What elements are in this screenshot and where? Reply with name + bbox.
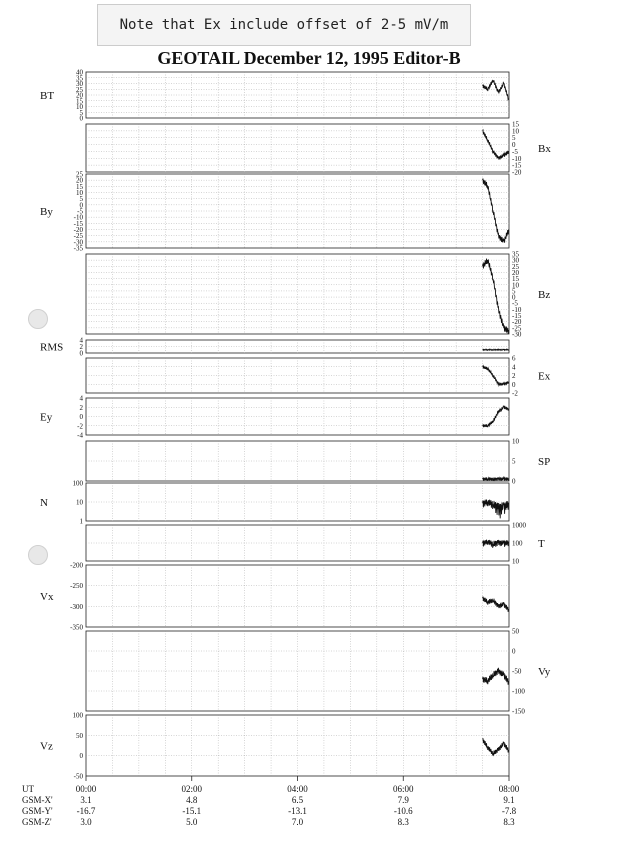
tick-label: 100 xyxy=(512,539,523,548)
tick-label: -150 xyxy=(512,707,525,716)
tick-label: 0 xyxy=(79,752,83,761)
series-line-sp xyxy=(483,477,509,480)
tick-label: 100 xyxy=(72,479,83,488)
time-tick-label: 06:00 xyxy=(392,784,414,794)
panel-label-bt: BT xyxy=(40,90,55,102)
panel-label-t: T xyxy=(538,538,545,550)
panel-label-vy: Vy xyxy=(538,666,551,678)
tick-label: 2 xyxy=(512,372,516,380)
tick-label: 50 xyxy=(76,731,83,740)
panel-bx xyxy=(86,121,551,177)
tick-label: -2 xyxy=(77,422,83,431)
orbit-coord-value: -13.1 xyxy=(288,806,307,816)
tick-label: -5 xyxy=(512,299,518,308)
time-tick-label: 04:00 xyxy=(287,784,308,794)
panel-label-n: N xyxy=(40,497,48,509)
tick-label: -10 xyxy=(73,213,83,222)
panel-label-vx: Vx xyxy=(40,591,54,603)
tick-label: 0 xyxy=(79,413,83,421)
tick-label: 2 xyxy=(79,403,83,412)
tick-label: -10 xyxy=(512,154,522,163)
orbit-coord-value: 3.1 xyxy=(80,795,92,805)
tick-label: -50 xyxy=(73,772,83,781)
orbit-coord-value: -15.1 xyxy=(182,806,202,816)
tick-label: 0 xyxy=(512,293,516,302)
time-tick-label: 02:00 xyxy=(181,784,203,794)
panel-n xyxy=(40,480,509,526)
tick-label: 5 xyxy=(512,134,516,143)
panel-vy xyxy=(86,628,551,716)
bottom-row-label: UT xyxy=(22,784,34,794)
tick-label: 25 xyxy=(76,85,83,94)
time-tick-label: 00:00 xyxy=(75,784,97,794)
tick-label: -35 xyxy=(73,244,83,253)
tick-label: 35 xyxy=(76,74,83,83)
tick-label: 5 xyxy=(512,457,516,466)
tick-label: 4 xyxy=(512,363,516,372)
handwritten-note: Note that Ex include offset of 2-5 mV/m xyxy=(97,4,471,46)
tick-label: -30 xyxy=(73,238,83,247)
tick-label: 10 xyxy=(512,437,519,446)
panel-label-ey: Ey xyxy=(40,411,53,424)
tick-label: -50 xyxy=(512,667,522,676)
panel-label-ex: Ex xyxy=(538,370,551,383)
tick-label: 10 xyxy=(76,103,83,111)
tick-label: 15 xyxy=(76,182,83,191)
tick-label: 100 xyxy=(72,711,83,720)
panel-label-sp: SP xyxy=(538,456,551,468)
tick-label: 40 xyxy=(76,68,83,77)
tick-label: -20 xyxy=(73,226,83,234)
tick-label: -25 xyxy=(73,232,83,241)
orbit-coord-value: -7.8 xyxy=(501,806,517,816)
tick-label: 10 xyxy=(512,557,519,566)
orbit-coord-value: -10.6 xyxy=(393,806,413,816)
chart-title: GEOTAIL December 12, 1995 Editor-B xyxy=(157,48,461,68)
panel-bz xyxy=(86,251,550,339)
bottom-row-label: GSM-Z' xyxy=(22,817,52,827)
tick-label: 0 xyxy=(512,647,516,656)
panel-label-vz: Vz xyxy=(40,740,53,753)
tick-label: 0 xyxy=(512,141,516,150)
tick-label: 1 xyxy=(79,517,83,526)
panel-ey xyxy=(40,395,509,440)
panel-t xyxy=(86,522,545,566)
tick-label: 30 xyxy=(512,256,519,265)
tick-label: -4 xyxy=(77,431,83,440)
panel-by xyxy=(40,171,509,253)
orbit-coord-value: 4.8 xyxy=(186,795,198,805)
tick-label: -15 xyxy=(73,219,83,228)
time-tick-label: 08:00 xyxy=(498,784,520,794)
panel-sp xyxy=(86,438,550,486)
tick-label: 4 xyxy=(79,394,83,403)
tick-label: 35 xyxy=(512,250,519,259)
tick-label: 0 xyxy=(79,114,83,123)
tick-label: -200 xyxy=(70,561,83,570)
series-line-rms xyxy=(483,349,509,350)
tick-label: -5 xyxy=(512,147,518,156)
tick-label: 2 xyxy=(79,343,83,351)
tick-label: -15 xyxy=(512,312,522,321)
tick-label: 20 xyxy=(76,176,83,185)
tick-label: -350 xyxy=(70,623,83,632)
tick-label: 25 xyxy=(76,170,83,179)
orbit-coord-value: -16.7 xyxy=(76,806,96,816)
tick-label: 10 xyxy=(512,127,519,136)
tick-label: 25 xyxy=(512,262,519,271)
tick-label: -2 xyxy=(512,389,518,398)
tick-label: 20 xyxy=(512,268,519,277)
panel-vx xyxy=(40,562,509,632)
tick-label: 10 xyxy=(512,281,519,290)
tick-label: -100 xyxy=(512,687,525,696)
tick-label: -30 xyxy=(512,330,522,339)
panel-vz xyxy=(40,712,509,781)
tick-label: 0 xyxy=(512,380,516,389)
bottom-row-label: GSM-Y' xyxy=(22,806,53,816)
bottom-row-label: GSM-X' xyxy=(22,795,53,805)
tick-label: 5 xyxy=(512,287,516,296)
tick-label: -250 xyxy=(70,582,83,591)
tick-label: 0 xyxy=(79,201,83,210)
tick-label: 6 xyxy=(512,354,516,363)
panel-label-rms: RMS xyxy=(40,341,64,354)
panel-rms xyxy=(40,337,509,358)
tick-label: -25 xyxy=(512,324,522,333)
tick-label: 15 xyxy=(76,97,83,106)
orbit-coord-value: 8.3 xyxy=(503,817,515,827)
orbit-coord-value: 7.0 xyxy=(291,817,304,827)
tick-label: 5 xyxy=(79,108,83,117)
tick-label: 15 xyxy=(512,275,519,284)
orbit-coord-value: 8.3 xyxy=(397,817,409,827)
tick-label: -15 xyxy=(512,161,522,170)
tick-label: 50 xyxy=(512,627,519,636)
tick-label: -20 xyxy=(512,168,522,177)
tick-label: 15 xyxy=(512,120,519,129)
panel-ex xyxy=(86,355,551,398)
orbit-coord-value: 3.0 xyxy=(80,817,92,827)
orbit-coord-value: 6.5 xyxy=(291,795,304,805)
orbit-coord-value: 5.0 xyxy=(186,817,198,827)
tick-label: 0 xyxy=(512,477,516,486)
panel-bt xyxy=(40,69,509,123)
tick-label: 20 xyxy=(76,91,83,100)
orbit-coord-value: 9.1 xyxy=(503,795,515,805)
panel-label-bz: Bz xyxy=(538,289,551,301)
orbit-coord-value: 7.9 xyxy=(397,795,409,805)
tick-label: -10 xyxy=(512,305,522,314)
tick-label: 0 xyxy=(79,349,83,358)
tick-label: 30 xyxy=(76,80,83,88)
tick-label: 10 xyxy=(76,498,83,507)
tick-label: -300 xyxy=(70,602,83,611)
tick-label: -20 xyxy=(512,318,522,327)
tick-label: 1000 xyxy=(512,521,526,530)
panel-label-bx: Bx xyxy=(538,143,551,155)
tick-label: 4 xyxy=(79,336,83,345)
tick-label: 5 xyxy=(79,195,83,204)
tick-label: 10 xyxy=(76,189,83,197)
panel-label-by: By xyxy=(40,206,53,218)
tick-label: -5 xyxy=(77,207,83,216)
